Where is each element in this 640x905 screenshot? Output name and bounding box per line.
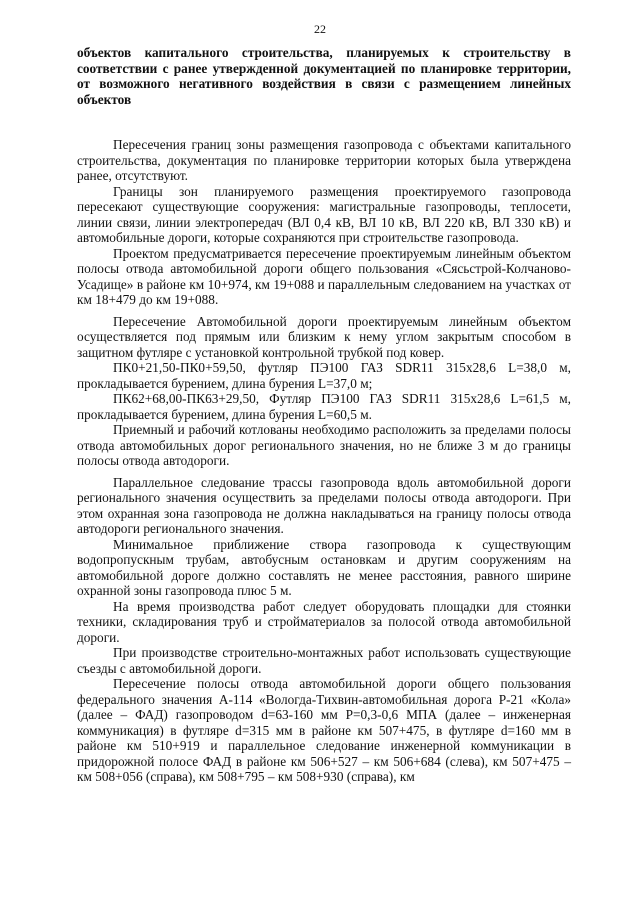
paragraph: Параллельное следование трассы газопровода вдоль автомобильной дороги регионального значения осуществить за пределами полосы отвода автодороги. При этом охранная зона газопровода не должна накладываться на границу полосы отвода автодороги регионального значения. — [77, 474, 571, 536]
paragraph: ПК0+21,50-ПК0+59,50, футляр ПЭ100 ГАЗ SDR11 315х28,6 L=38,0 м, прокладывается бурением, длина бурения L=37,0 м; — [77, 360, 571, 391]
paragraph: Приемный и рабочий котлованы необходимо расположить за пределами полосы отвода автомобильных дорог регионального значения, но не ближе 3 м до границы полосы отвода автодороги. — [77, 422, 571, 468]
paragraph: Проектом предусматривается пересечение проектируемым линейным объектом полосы отвода автомобильной дороги общего пользования «Сясьстрой-Колчаново-Усадище» в районе км 10+974, км 19+088 и параллельным следованием на участках от км 18+479 до км 19+088. — [77, 245, 571, 307]
paragraph: Минимальное приближение створа газопровода к существующим водопропускным трубам, автобусным остановкам и другим сооружениям на автомобильной дороге должно составлять не менее расстояния, равного ширине охранной зоны газопровода плюс 5 м. — [77, 536, 571, 598]
page-number: 22 — [314, 22, 326, 36]
document-body — [77, 45, 571, 785]
paragraph: Пересечения границ зоны размещения газопровода с объектами капитального строительства, документация по планировке территории которых была утверждена ранее, отсутствуют. — [77, 137, 571, 183]
section-heading: объектов капитального строительства, планируемых к строительству в соответствии с ранее утвержденной документацией по планировке территории, от возможного негативного воздействия в связи с размещением линейных объектов — [77, 45, 571, 107]
paragraph: Границы зон планируемого размещения проектируемого газопровода пересекают существующие сооружения: магистральные газопроводы, теплосети, линии связи, линии электропередач (ВЛ 0,4 кВ, ВЛ 10 кВ, ВЛ 220 кВ, ВЛ 330 кВ) и автомобильные дороги, которые сохраняются при строительстве газопровода. — [77, 183, 571, 245]
paragraph: На время производства работ следует оборудовать площадки для стоянки техники, складирования труб и стройматериалов за полосой отвода автомобильной дороги. — [77, 598, 571, 645]
paragraph: ПК62+68,00-ПК63+29,50, Футляр ПЭ100 ГАЗ SDR11 315х28,6 L=61,5 м, прокладывается бурением, длина бурения L=60,5 м. — [77, 391, 571, 422]
paragraph: Пересечение Автомобильной дороги проектируемым линейным объектом осуществляется под прямым или близким к нему углом закрытым способом в защитном футляре с установкой контрольной трубкой под ковер. — [77, 313, 571, 360]
paragraph: Пересечение полосы отвода автомобильной дороги общего пользования федерального значения А-114 «Вологда-Тихвин-автомобильная дорога Р-21 «Кола» (далее – ФАД) газопроводом d=63-160 мм Р=0,3-0,6 МПА (далее – инженерная коммуникация) в футляре d=315 мм в районе км 507+475, в футляре d=160 мм в районе км 510+919 и параллельное следование инженерной коммуникации в придорожной полосе ФАД в районе км 506+527 – км 506+684 (слева), км 507+475 – км 508+056 (справа), км 508+795 – км 508+930 (справа), км — [77, 676, 571, 784]
paragraph: При производстве строительно-монтажных работ использовать существующие съезды с автомобильной дороги. — [77, 645, 571, 676]
